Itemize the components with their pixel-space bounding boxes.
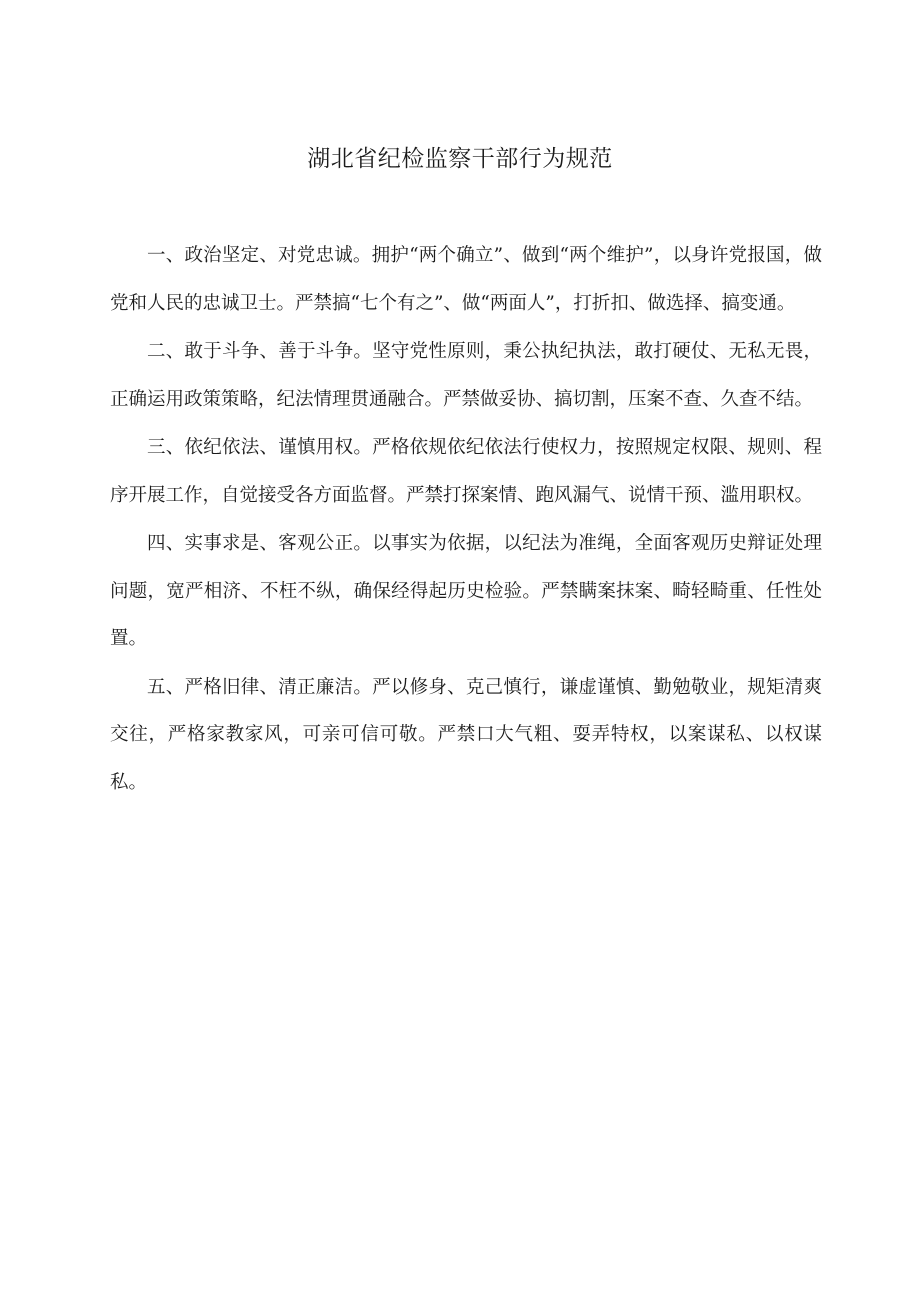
paragraph-3: 三、依纪依法、谨慎用权。严格依规依纪依法行使权力，按照规定权限、规则、程序开展工作，自觉接受各方面监督。严禁打探案情、跑风漏气、说情干预、滥用职权。	[110, 437, 822, 506]
document-title: 湖北省纪检监察干部行为规范	[307, 146, 613, 172]
paragraph-1: 一、政治坚定、对党忠诚。拥护“两个确立”、做到“两个维护”，以身许党报国，做党和人民的忠诚卫士。严禁搞“七个有之”、做“两面人”，打折扣、做选择、搞变通。	[110, 245, 822, 314]
paragraph-4: 四、实事求是、客观公正。以事实为依据，以纪法为准绳，全面客观历史辩证处理问题，宽严相济、不枉不纵，确保经得起历史检验。严禁瞒案抹案、畸轻畸重、任性处置。	[110, 533, 822, 649]
paragraph-5: 五、严格旧律、清正廉洁。严以修身、克己慎行，谦虚谨慎、勤勉敬业，规矩清爽交往，严格家教家风，可亲可信可敬。严禁口大气粗、耍弄特权，以案谋私、以权谋私。	[110, 676, 822, 793]
document-body	[110, 232, 822, 806]
paragraph-2: 二、敢于斗争、善于斗争。坚守党性原则，秉公执纪执法，敢打硬仗、无私无畏，正确运用政策策略，纪法情理贯通融合。严禁做妥协、搞切割，压案不查、久查不结。	[110, 341, 822, 410]
